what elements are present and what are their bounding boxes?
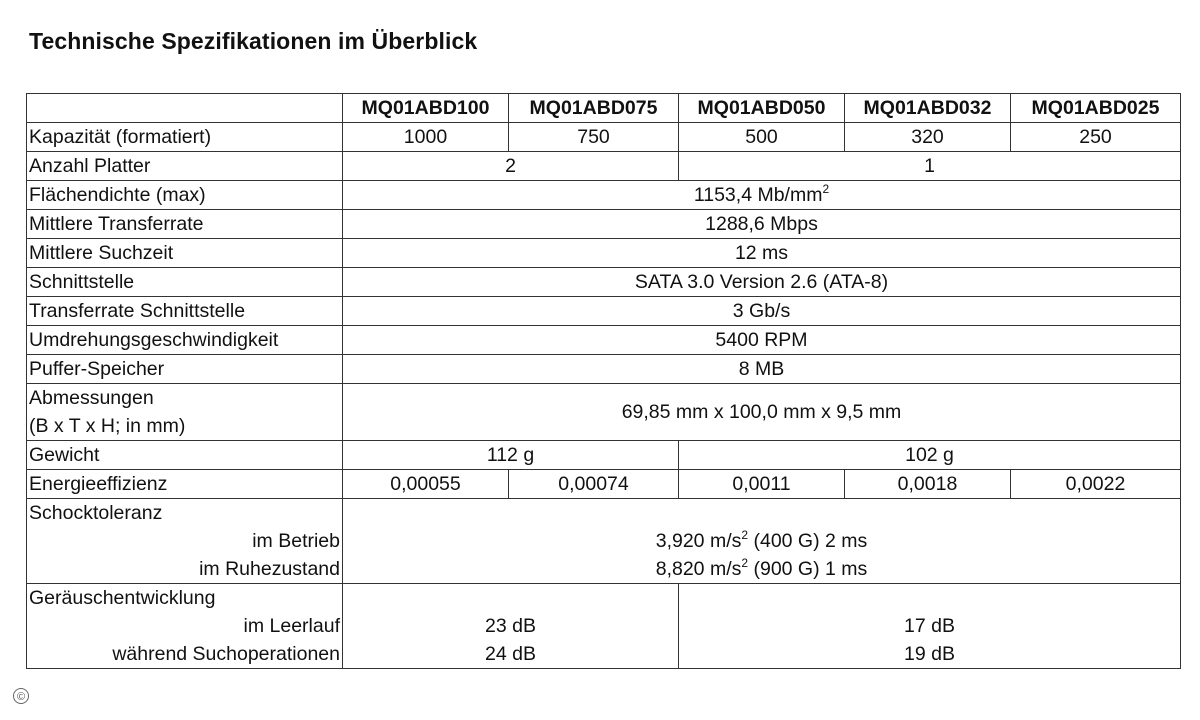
table-row — [27, 441, 1181, 470]
table-cell: 1288,6 Mbps — [343, 210, 1181, 239]
model-header: MQ01ABD100 — [343, 94, 509, 123]
row-label: Mittlere Suchzeit — [27, 239, 343, 268]
value-text: 3,920 m/s — [655, 530, 742, 552]
blank-line — [681, 584, 1178, 612]
table-cell: 0,00055 — [343, 470, 509, 499]
table-cell — [343, 499, 1181, 584]
row-label: Transferrate Schnittstelle — [27, 297, 343, 326]
table-row — [27, 384, 1181, 441]
table-cell: 1 — [679, 152, 1181, 181]
model-header: MQ01ABD050 — [679, 94, 845, 123]
table-cell: 102 g — [679, 441, 1181, 470]
table-cell: 0,00074 — [509, 470, 679, 499]
noise-idle-value: 17 dB — [904, 615, 955, 637]
shock-operating-value — [345, 527, 1178, 555]
row-label: Gewicht — [27, 441, 343, 470]
row-label: Energieeffizienz — [27, 470, 343, 499]
table-cell: 0,0011 — [679, 470, 845, 499]
table-cell: 250 — [1011, 123, 1181, 152]
row-label: Anzahl Platter — [27, 152, 343, 181]
table-cell: 3 Gb/s — [343, 297, 1181, 326]
table-cell: 500 — [679, 123, 845, 152]
table-cell: 69,85 mm x 100,0 mm x 9,5 mm — [343, 384, 1181, 441]
table-row — [27, 470, 1181, 499]
table-row — [27, 123, 1181, 152]
table-cell: 750 — [509, 123, 679, 152]
row-label: Flächendichte (max) — [27, 181, 343, 210]
header-row — [27, 94, 1181, 123]
table-cell: 0,0022 — [1011, 470, 1181, 499]
table-cell: 12 ms — [343, 239, 1181, 268]
spec-table — [26, 93, 1181, 669]
table-row — [27, 326, 1181, 355]
row-sublabel: im Ruhezustand — [199, 558, 340, 580]
row-label: Schnittstelle — [27, 268, 343, 297]
model-header: MQ01ABD025 — [1011, 94, 1181, 123]
table-cell: 320 — [845, 123, 1011, 152]
superscript: 2 — [741, 556, 749, 570]
table-cell — [343, 181, 1181, 210]
table-row — [27, 239, 1181, 268]
table-row — [27, 355, 1181, 384]
row-sublabel: im Leerlauf — [243, 615, 340, 637]
table-cell: SATA 3.0 Version 2.6 (ATA-8) — [343, 268, 1181, 297]
header-empty-cell — [27, 94, 343, 123]
blank-line — [345, 584, 676, 612]
copyright-icon: © — [13, 688, 29, 704]
table-cell: 2 — [343, 152, 679, 181]
row-label-line: Geräuschentwicklung — [29, 587, 216, 609]
superscript: 2 — [822, 182, 830, 196]
row-label: Kapazität (formatiert) — [27, 123, 343, 152]
row-label — [27, 584, 343, 669]
table-row — [27, 297, 1181, 326]
table-cell: 1000 — [343, 123, 509, 152]
row-label: Umdrehungsgeschwindigkeit — [27, 326, 343, 355]
page-title: Technische Spezifikationen im Überblick — [29, 28, 478, 54]
row-label-line: Schocktoleranz — [29, 502, 163, 524]
noise-seek-value: 19 dB — [904, 643, 955, 665]
shock-idle-value — [345, 555, 1178, 583]
row-sublabel: im Betrieb — [252, 530, 340, 552]
table-row — [27, 152, 1181, 181]
value-text: (400 G) 2 ms — [748, 530, 868, 552]
value-text: (900 G) 1 ms — [748, 558, 868, 580]
table-cell: 5400 RPM — [343, 326, 1181, 355]
table-row — [27, 268, 1181, 297]
density-value: 1153,4 Mb/mm — [693, 184, 823, 206]
row-label — [27, 499, 343, 584]
row-sublabel: während Suchoperationen — [112, 643, 340, 665]
blank-line — [345, 499, 1178, 527]
table-row — [27, 584, 1181, 669]
table-cell: 8 MB — [343, 355, 1181, 384]
model-header: MQ01ABD032 — [845, 94, 1011, 123]
table-cell — [679, 584, 1181, 669]
superscript: 2 — [741, 528, 749, 542]
row-label: Puffer-Speicher — [27, 355, 343, 384]
table-row — [27, 181, 1181, 210]
model-header: MQ01ABD075 — [509, 94, 679, 123]
row-label: Mittlere Transferrate — [27, 210, 343, 239]
row-label-line: Abmessungen — [29, 387, 154, 409]
noise-idle-value: 23 dB — [485, 615, 536, 637]
table-row — [27, 210, 1181, 239]
row-label-line: (B x T x H; in mm) — [29, 415, 186, 437]
table-cell: 112 g — [343, 441, 679, 470]
table-row — [27, 499, 1181, 584]
table-cell — [343, 584, 679, 669]
table-cell: 0,0018 — [845, 470, 1011, 499]
row-label — [27, 384, 343, 441]
noise-seek-value: 24 dB — [485, 643, 536, 665]
value-text: 8,820 m/s — [655, 558, 742, 580]
